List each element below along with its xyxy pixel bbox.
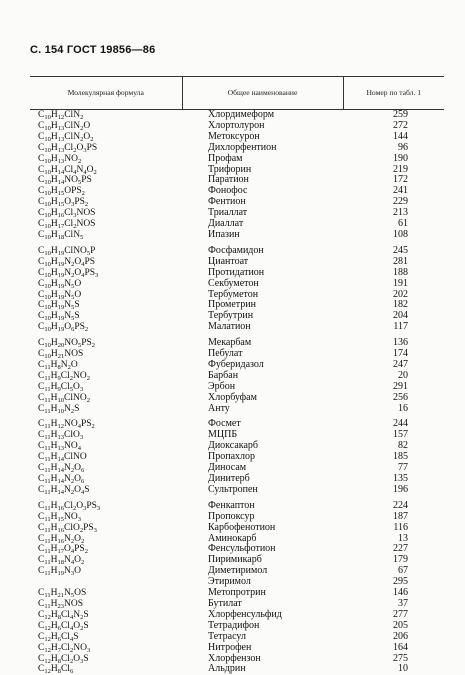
formula-cell: $C_{12}H_6Cl_4O_2S$: [30, 621, 182, 632]
formula-cell: $C_{10}H_{15}O_3PS_2$: [30, 197, 182, 208]
number-cell: 191: [343, 279, 444, 290]
name-cell: Диаллат: [182, 219, 343, 230]
formula-cell: $C_{12}H_6Cl_4S$: [30, 632, 182, 643]
formula-cell: $C_{11}H_9Cl_2NO_2$: [30, 371, 182, 382]
table-body: [30, 110, 444, 675]
formula-cell: $C_{11}H_{17}O_4PS_2$: [30, 544, 182, 555]
number-cell: 272: [343, 121, 444, 132]
formula-cell: $C_{10}H_{17}Cl_2NOS$: [30, 219, 182, 230]
formula-cell: $C_{12}H_8Cl_2O_3S$: [30, 654, 182, 665]
formula-cell: $C_{11}H_{13}NO_4$: [30, 441, 182, 452]
formula-cell: $C_{10}H_{12}ClN_2$: [30, 110, 182, 121]
number-cell: 16: [343, 404, 444, 415]
table-row: [30, 333, 444, 349]
name-cell: МЦПБ: [182, 430, 343, 441]
formula-cell: $C_{11}H_{15}NO_3$: [30, 512, 182, 523]
number-cell: 67: [343, 566, 444, 577]
formula-table: [30, 76, 444, 675]
formula-cell: $C_{10}H_{19}ClNO_5P$: [30, 241, 182, 257]
formula-cell: $C_{11}H_{19}N_3O$: [30, 566, 182, 577]
formula-cell: $C_{10}H_{14}NO_5PS$: [30, 175, 182, 186]
table-row: [30, 143, 444, 154]
number-cell: 187: [343, 512, 444, 523]
formula-cell: $C_{10}H_{16}Cl_3NOS$: [30, 208, 182, 219]
number-cell: 241: [343, 186, 444, 197]
number-cell: 135: [343, 474, 444, 485]
number-cell: 295: [343, 577, 444, 588]
formula-cell: $C_{10}H_{21}NOS$: [30, 349, 182, 360]
number-cell: 37: [343, 599, 444, 610]
number-cell: 190: [343, 154, 444, 165]
table-row: [30, 632, 444, 643]
formula-cell: $C_{11}H_{21}N_5OS$: [30, 588, 182, 599]
formula-cell: $C_{11}H_{13}ClO_3$: [30, 430, 182, 441]
number-cell: 196: [343, 485, 444, 496]
formula-cell: $C_{11}H_{16}Cl_2O_3PS_3$: [30, 496, 182, 512]
table-row: [30, 154, 444, 165]
name-cell: Бутилат: [182, 599, 343, 610]
name-cell: Циантоат: [182, 257, 343, 268]
name-cell: Фуберидазол: [182, 360, 343, 371]
name-cell: Ипазин: [182, 230, 343, 241]
name-cell: Пиримикарб: [182, 555, 343, 566]
formula-cell: $C_{10}H_{13}NO_2$: [30, 154, 182, 165]
formula-cell: $C_{11}H_{10}ClNO_2$: [30, 393, 182, 404]
number-cell: 202: [343, 290, 444, 301]
formula-cell: $C_{10}H_{13}ClN_2O$: [30, 121, 182, 132]
name-cell: Пропахлор: [182, 452, 343, 463]
table-row: [30, 664, 444, 675]
table-row: [30, 279, 444, 290]
name-cell: Анту: [182, 404, 343, 415]
number-cell: 20: [343, 371, 444, 382]
name-cell: Хлордимеформ: [182, 110, 343, 121]
number-cell: 206: [343, 632, 444, 643]
name-cell: Хлортолурон: [182, 121, 343, 132]
formula-cell: $C_{11}H_9Cl_5O_3$: [30, 382, 182, 393]
table-row: [30, 322, 444, 333]
table-header-row: [30, 77, 444, 110]
formula-cell: $C_{10}H_{19}N_5S$: [30, 311, 182, 322]
number-cell: 275: [343, 654, 444, 665]
name-cell: Диоксакарб: [182, 441, 343, 452]
number-cell: 174: [343, 349, 444, 360]
name-cell: Триаллат: [182, 208, 343, 219]
number-cell: 61: [343, 219, 444, 230]
name-cell: Прометрин: [182, 300, 343, 311]
column-header-name: Общее наименование: [182, 77, 343, 110]
name-cell: Аминокарб: [182, 534, 343, 545]
number-cell: 117: [343, 322, 444, 333]
name-cell: Тетрадифон: [182, 621, 343, 632]
number-cell: 188: [343, 268, 444, 279]
formula-cell: $C_{12}H_8Cl_4N_2S$: [30, 610, 182, 621]
formula-cell: $C_{10}H_{13}Cl_2O_3PS$: [30, 143, 182, 154]
table-row: [30, 371, 444, 382]
name-cell: Фенсульфотион: [182, 544, 343, 555]
formula-cell: $C_{10}H_{15}OPS_2$: [30, 186, 182, 197]
formula-cell: $C_{11}H_{16}ClO_2PS_3$: [30, 523, 182, 534]
name-cell: Барбан: [182, 371, 343, 382]
table-row: [30, 393, 444, 404]
formula-cell: $C_{12}H_8Cl_6$: [30, 664, 182, 675]
name-cell: Дихлорфентион: [182, 143, 343, 154]
name-cell: Хлорфенсульфид: [182, 610, 343, 621]
table-row: [30, 404, 444, 415]
number-cell: 10: [343, 664, 444, 675]
name-cell: Паратион: [182, 175, 343, 186]
formula-cell: $C_{10}H_{19}N_5O$: [30, 290, 182, 301]
number-cell: 185: [343, 452, 444, 463]
name-cell: Фентион: [182, 197, 343, 208]
formula-cell: $C_{11}H_{14}N_2O_6$: [30, 474, 182, 485]
name-cell: Метоксурон: [182, 132, 343, 143]
number-cell: 136: [343, 333, 444, 349]
name-cell: Хлорбуфам: [182, 393, 343, 404]
name-cell: Протидатион: [182, 268, 343, 279]
number-cell: 224: [343, 496, 444, 512]
table-row: [30, 230, 444, 241]
name-cell: Пебулат: [182, 349, 343, 360]
name-cell: Метопротрин: [182, 588, 343, 599]
number-cell: 144: [343, 132, 444, 143]
name-cell: Диносам: [182, 463, 343, 474]
column-header-number: Номер по табл. 1: [343, 77, 444, 110]
name-cell: Профам: [182, 154, 343, 165]
table-row: [30, 414, 444, 430]
number-cell: 244: [343, 414, 444, 430]
formula-cell: $C_{11}H_{10}N_2S$: [30, 404, 182, 415]
number-cell: 245: [343, 241, 444, 257]
formula-cell: $C_{10}H_{19}N_5S$: [30, 300, 182, 311]
formula-cell: $C_{11}H_{23}NOS$: [30, 599, 182, 610]
formula-cell: $C_{11}H_{16}N_2O_2$: [30, 534, 182, 545]
formula-cell: $C_{11}H_{14}N_2O_6$: [30, 463, 182, 474]
number-cell: 182: [343, 300, 444, 311]
name-cell: Диметиримол: [182, 566, 343, 577]
name-cell: Нитрофен: [182, 643, 343, 654]
formula-cell: $C_{10}H_{19}O_6PS_2$: [30, 322, 182, 333]
table-row: [30, 654, 444, 665]
name-cell: Альдрин: [182, 664, 343, 675]
number-cell: 229: [343, 197, 444, 208]
name-cell: Эрбон: [182, 382, 343, 393]
name-cell: Хлорфензон: [182, 654, 343, 665]
formula-cell: $C_{10}H_{13}ClN_2O_2$: [30, 132, 182, 143]
name-cell: Фонофос: [182, 186, 343, 197]
name-cell: Фосфамидон: [182, 241, 343, 257]
number-cell: 108: [343, 230, 444, 241]
formula-cell: $C_{11}H_{12}NO_4PS_2$: [30, 414, 182, 430]
formula-cell: $C_{10}H_{19}N_2O_4PS_3$: [30, 268, 182, 279]
table-row: [30, 496, 444, 512]
column-header-formula: Молекулярная формула: [30, 77, 182, 110]
table-row: [30, 512, 444, 523]
number-cell: 227: [343, 544, 444, 555]
number-cell: 179: [343, 555, 444, 566]
name-cell: Мекарбам: [182, 333, 343, 349]
number-cell: 172: [343, 175, 444, 186]
number-cell: 259: [343, 110, 444, 121]
number-cell: 96: [343, 143, 444, 154]
name-cell: Тербуметон: [182, 290, 343, 301]
page-header: С. 154 ГОСТ 19856—86: [30, 44, 155, 56]
table-row: [30, 241, 444, 257]
name-cell: Фенкаптон: [182, 496, 343, 512]
number-cell: 281: [343, 257, 444, 268]
number-cell: 13: [343, 534, 444, 545]
name-cell: Этиримол: [182, 577, 343, 588]
name-cell: Сультропен: [182, 485, 343, 496]
formula-cell: $C_{10}H_{18}ClN_5$: [30, 230, 182, 241]
number-cell: 213: [343, 208, 444, 219]
name-cell: Секбуметон: [182, 279, 343, 290]
name-cell: Малатион: [182, 322, 343, 333]
number-cell: 146: [343, 588, 444, 599]
name-cell: Фосмет: [182, 414, 343, 430]
name-cell: Тетрасул: [182, 632, 343, 643]
name-cell: Тербутрин: [182, 311, 343, 322]
name-cell: Динитерб: [182, 474, 343, 485]
name-cell: Карбофенотион: [182, 523, 343, 534]
number-cell: 277: [343, 610, 444, 621]
table-row: [30, 268, 444, 279]
formula-cell: $C_{10}H_{14}Cl_4N_4O_2$: [30, 165, 182, 176]
number-cell: 247: [343, 360, 444, 371]
table-row: [30, 485, 444, 496]
formula-cell: $C_{10}H_{20}NO_5PS_2$: [30, 333, 182, 349]
number-cell: 219: [343, 165, 444, 176]
formula-cell: $C_{11}H_{14}ClNO$: [30, 452, 182, 463]
formula-cell: $C_{11}H_{18}N_4O_2$: [30, 555, 182, 566]
table-row: [30, 643, 444, 654]
number-cell: 77: [343, 463, 444, 474]
number-cell: 164: [343, 643, 444, 654]
number-cell: 256: [343, 393, 444, 404]
formula-cell: $C_{10}H_{19}N_5O$: [30, 279, 182, 290]
table-row: [30, 523, 444, 534]
number-cell: 204: [343, 311, 444, 322]
formula-cell: $C_{11}H_{14}N_2O_4S$: [30, 485, 182, 496]
name-cell: Пропоксур: [182, 512, 343, 523]
formula-cell: [30, 577, 182, 588]
number-cell: 205: [343, 621, 444, 632]
number-cell: 291: [343, 382, 444, 393]
number-cell: 116: [343, 523, 444, 534]
formula-cell: $C_{12}H_7Cl_2NO_3$: [30, 643, 182, 654]
formula-cell: $C_{10}H_{19}N_2O_4PS$: [30, 257, 182, 268]
formula-cell: $C_{11}H_8N_2O$: [30, 360, 182, 371]
number-cell: 82: [343, 441, 444, 452]
name-cell: Трифорин: [182, 165, 343, 176]
number-cell: 157: [343, 430, 444, 441]
